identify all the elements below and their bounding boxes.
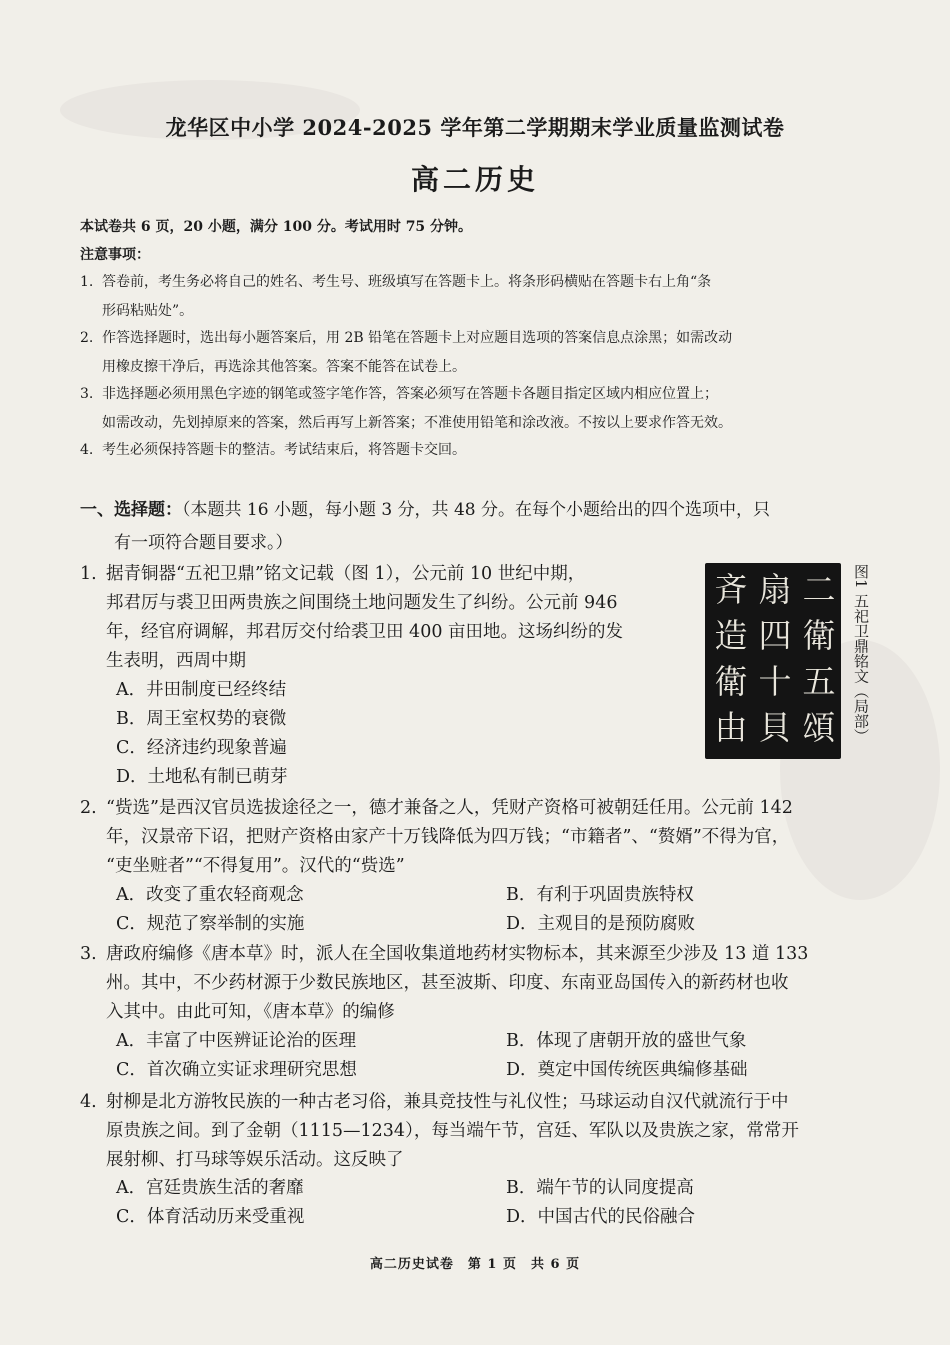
option-c: C．首次确立实证求理研究思想 bbox=[116, 1060, 357, 1080]
option-c: C．规范了察举制的实施 bbox=[116, 914, 305, 934]
question-line: 年，汉景帝下诏，把财产资格由家产十万钱降低为四万钱；“市籍者”、“赘婿”不得为官， bbox=[106, 827, 790, 847]
question-line: 生表明，西周中期 bbox=[106, 651, 246, 671]
inscription-column: 扇 四 十 貝 bbox=[758, 570, 792, 747]
question-line: 年，经官府调解，邦君厉交付给裘卫田 400 亩田地。这场纠纷的发 bbox=[106, 622, 624, 642]
option-b: B．周王室权势的衰微 bbox=[116, 709, 287, 729]
question-line: 射柳是北方游牧民族的一种古老习俗，兼具竞技性与礼仪性；马球运动自汉代就流行于中 bbox=[106, 1092, 789, 1112]
option-b: B．端午节的认同度提高 bbox=[506, 1178, 694, 1198]
note-line: 非选择题必须用黑色字迹的钢笔或签字笔作答，答案必须写在答题卡各题目指定区域内相应位置上； bbox=[102, 386, 718, 402]
question-2 bbox=[80, 794, 898, 881]
question-line: 据青铜器“五祀卫鼎”铭文记载（图 1），公元前 10 世纪中期， bbox=[106, 564, 586, 584]
note-item bbox=[80, 380, 900, 438]
question-number: 3. bbox=[80, 944, 97, 964]
option-d: D．奠定中国传统医典编修基础 bbox=[506, 1060, 748, 1080]
note-item bbox=[80, 436, 900, 465]
inscription-column: 二 衛 五 頌 bbox=[802, 570, 836, 747]
question-3 bbox=[80, 940, 898, 1027]
question-line: 入其中。由此可知，《唐本草》的编修 bbox=[106, 1002, 395, 1022]
section-rule-line: 有一项符合题目要求。） bbox=[114, 533, 293, 553]
option-d: D．中国古代的民俗融合 bbox=[506, 1207, 696, 1227]
option-a: A．丰富了中医辨证论治的医理 bbox=[116, 1031, 357, 1051]
question-number: 4. bbox=[80, 1092, 97, 1112]
note-line: 答卷前，考生务必将自己的姓名、考生号、班级填写在答题卡上。将条形码横贴在答题卡右上角“条 bbox=[102, 274, 712, 290]
question-line: “吏坐赃者”“不得复用”。汉代的“赀选” bbox=[106, 856, 405, 876]
question-line: 唐政府编修《唐本草》时，派人在全国收集道地药材实物标本，其来源至少涉及 13 道 133 bbox=[106, 944, 809, 964]
question-line: 展射柳、打马球等娱乐活动。这反映了 bbox=[106, 1150, 404, 1170]
note-number: 1. bbox=[80, 274, 94, 290]
section-rule-line: （本题共 16 小题，每小题 3 分，共 48 分。在每个小题给出的四个选项中，只 bbox=[182, 500, 771, 520]
question-line: “赀选”是西汉官员选拔途径之一，德才兼备之人，凭财产资格可被朝廷任用。公元前 142 bbox=[106, 798, 793, 818]
option-c: C．体育活动历来受重视 bbox=[116, 1207, 305, 1227]
note-line: 作答选择题时，选出每小题答案后，用 2B 铅笔在答题卡上对应题目选项的答案信息点涂黑；如需改动 bbox=[102, 330, 733, 346]
note-item bbox=[80, 268, 900, 326]
question-1 bbox=[80, 560, 700, 676]
section-title: 一、选择题： bbox=[80, 500, 182, 520]
note-line: 形码粘贴处”。 bbox=[102, 303, 194, 319]
note-item bbox=[80, 324, 900, 382]
exam-subject: 高二历史 bbox=[410, 163, 539, 196]
note-number: 2. bbox=[80, 330, 94, 346]
note-line: 考生必须保持答题卡的整洁。考试结束后，将答题卡交回。 bbox=[102, 442, 466, 458]
option-b: B．有利于巩固贵族特权 bbox=[506, 885, 694, 905]
inscription-image bbox=[705, 563, 841, 759]
note-line: 如需改动，先划掉原来的答案，然后再写上新答案；不准使用铅笔和涂改液。不按以上要求作答无效。 bbox=[102, 415, 732, 431]
notes-title: 注意事项： bbox=[80, 247, 150, 263]
figure-caption: 图1 五祀卫鼎铭文（局部） bbox=[852, 564, 870, 744]
question-line: 州。其中，不少药材源于少数民族地区，甚至波斯、印度、东南亚岛国传入的新药材也收 bbox=[106, 973, 789, 993]
question-line: 原贵族之间。到了金朝（1115—1234），每当端午节，宫廷、军队以及贵族之家，常常开 bbox=[106, 1121, 799, 1141]
option-a: A．改变了重农轻商观念 bbox=[116, 885, 304, 905]
question-number: 1. bbox=[80, 564, 97, 584]
option-c: C．经济违约现象普遍 bbox=[116, 738, 287, 758]
option-d: D．土地私有制已萌芽 bbox=[116, 767, 288, 787]
note-line: 用橡皮擦干净后，再选涂其他答案。答案不能答在试卷上。 bbox=[102, 359, 466, 375]
exam-title: 龙华区中小学 2024-2025 学年第二学期期末学业质量监测试卷 bbox=[165, 115, 785, 140]
question-4 bbox=[80, 1088, 898, 1175]
inscription-column: 斉 造 衛 由 bbox=[714, 570, 748, 747]
option-d: D．主观目的是预防腐败 bbox=[506, 914, 696, 934]
question-line: 邦君厉与裘卫田两贵族之间围绕土地问题发生了纠纷。公元前 946 bbox=[106, 593, 618, 613]
option-b: B．体现了唐朝开放的盛世气象 bbox=[506, 1031, 747, 1051]
option-a: A．井田制度已经终结 bbox=[116, 680, 287, 700]
section-heading bbox=[80, 494, 898, 560]
note-number: 4. bbox=[80, 442, 94, 458]
exam-info: 本试卷共 6 页，20 小题，满分 100 分。考试用时 75 分钟。 bbox=[80, 219, 473, 235]
note-number: 3. bbox=[80, 386, 94, 402]
question-number: 2. bbox=[80, 798, 97, 818]
page-footer: 高二历史试卷 第 1 页 共 6 页 bbox=[369, 1257, 581, 1272]
option-a: A．宫廷贵族生活的奢靡 bbox=[116, 1178, 304, 1198]
